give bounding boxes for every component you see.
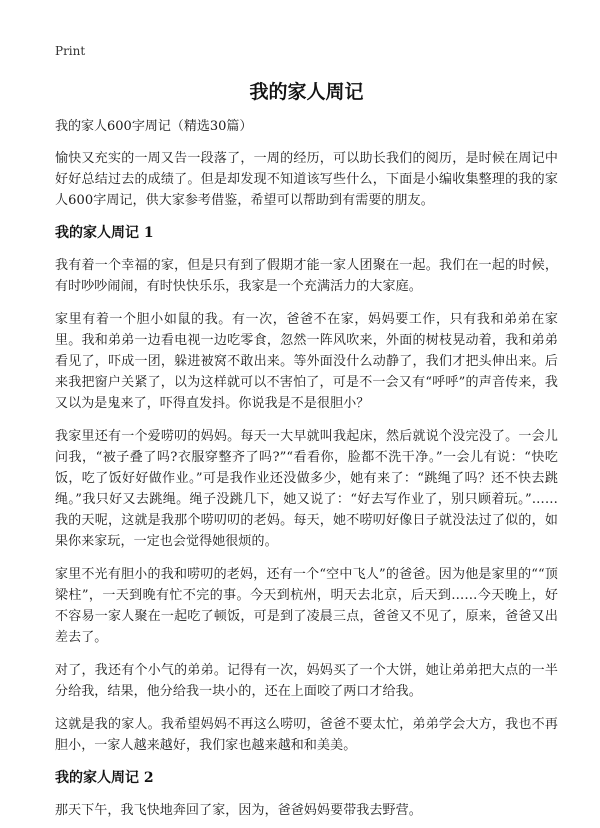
paragraph: 对了，我还有个小气的弟弟。记得有一次，妈妈买了一个大饼，她让弟弟把大点的一半分给我，结果，他分给我一块小的，还在上面咬了两口才给我。 (55, 663, 558, 699)
intro-paragraph: 愉快又充实的一周又告一段落了，一周的经历，可以助长我们的阅历，是时候在周记中好好总结过去的成绩了。但是却发现不知道该写些什么，下面是小编收集整理的我的家人600字周记，供大家参考借鉴，希望可以帮助到有需要的朋友。 (55, 151, 558, 208)
section-heading-1: 我的家人周记 1 (55, 225, 154, 241)
paragraph: 家里有着一个胆小如鼠的我。有一次，爸爸不在家，妈妈要工作，只有我和弟弟在家里。我和弟弟一边看电视一边吃零食，忽然一阵风吹来，外面的树枝晃动着，我和弟弟看见了，吓成一团，躲进被窝不敢出来。等外面没什么动静了，我们才把头伸出来。后来我把窗户关紧了，以为这样就可以不害怕了，可是不一会又有“呼呼”的声音传来，我又以为是鬼来了，吓得直发抖。你说我是不是很胆小？ (55, 312, 558, 411)
print-link[interactable]: Print (55, 44, 86, 58)
paragraph: 我有着一个幸福的家，但是只有到了假期才能一家人团聚在一起。我们在一起的时候，有时吵吵闹闹，有时快快乐乐，我家是一个充满活力的大家庭。 (55, 258, 558, 294)
paragraph: 那天下午，我飞快地奔回了家，因为，爸爸妈妈要带我去野营。 (55, 803, 422, 818)
section-heading-2: 我的家人周记 2 (55, 770, 154, 786)
article-subtitle: 我的家人600字周记（精选30篇） (55, 119, 253, 134)
paragraph: 这就是我的家人。我希望妈妈不再这么唠叨，爸爸不要太忙，弟弟学会大方，我也不再胆小，一家人越来越好，我们家也越来越和和美美。 (55, 717, 558, 753)
page-title: 我的家人周记 (249, 81, 364, 103)
paragraph: 我家里还有一个爱唠叨的妈妈。每天一大早就叫我起床，然后就说个没完没了。一会儿问我，“被子叠了吗?衣服穿整齐了吗?”“看看你，脸都不洗干净。”一会儿有说：“快吃饭，吃了饭好好做作业。”可是我作业还没做多少，她有来了：“跳绳了吗？还不快去跳绳。”我只好又去跳绳。绳子没跳几下，她又说了：“好去写作业了，别只顾着玩。”……我的天呢，这就是我那个唠叨叨的老妈。每天，她不唠叨好像日子就没法过了似的，如果你来家玩，一定也会觉得她很烦的。 (55, 429, 558, 549)
paragraph: 家里不光有胆小的我和唠叨的老妈，还有一个“空中飞人”的爸爸。因为他是家里的““顶梁柱”，一天到晚有忙不完的事。今天到杭州，明天去北京，后天到……今天晚上，好不容易一家人聚在一起吃了顿饭，可是到了凌晨三点，爸爸又不见了，原来，爸爸又出差去了。 (55, 567, 558, 645)
